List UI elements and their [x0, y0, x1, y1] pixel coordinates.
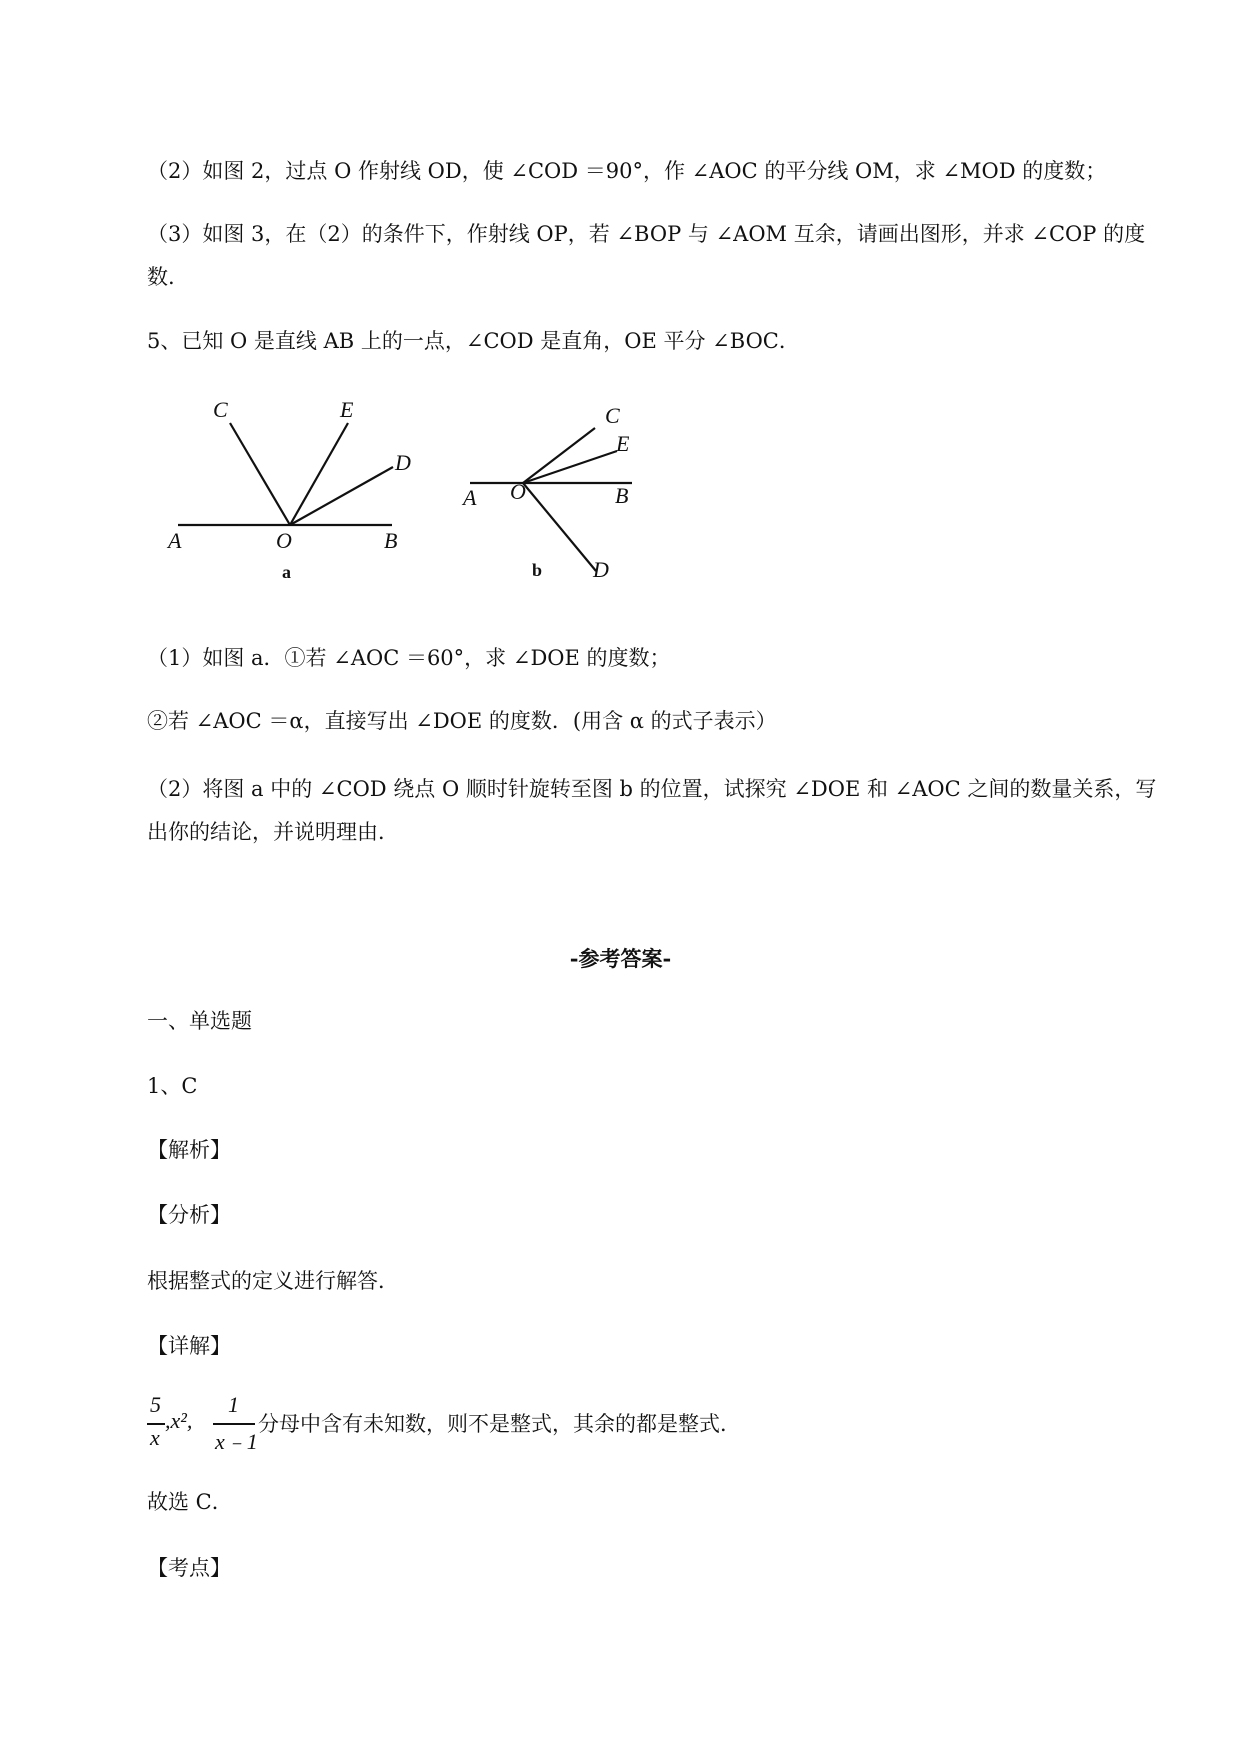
answer-item-1: 1、C	[147, 1074, 198, 1098]
q5-figures	[150, 393, 850, 603]
frac2-denominator: x﹣1	[215, 1429, 258, 1454]
label-c-b: C	[605, 403, 620, 428]
label-a-a: A	[168, 528, 182, 553]
figure-a	[166, 397, 411, 582]
label-o-b: O	[510, 479, 526, 504]
label-e-a: E	[340, 397, 354, 422]
ray-oc-a	[230, 423, 290, 525]
q5-stem: 5、已知 O 是直线 AB 上的一点，∠COD 是直角，OE 平分 ∠BOC．	[147, 329, 800, 353]
xiangjie-text: 分母中含有未知数，则不是整式，其余的都是整式．	[258, 1412, 741, 1436]
ray-oe-b	[523, 451, 617, 483]
q5-part1: （1）如图 a．①若 ∠AOC ＝60°，求 ∠DOE 的度数；	[147, 646, 671, 670]
label-o-a: O	[276, 528, 292, 553]
q5-part2-line1: （2）将图 a 中的 ∠COD 绕点 O 顺时针旋转至图 b 的位置，试探究 ∠DOE 和 ∠AOC 之间的数量关系，写	[147, 777, 1157, 801]
q4-part3-line1: （3）如图 3，在（2）的条件下，作射线 OP，若 ∠BOP 与 ∠AOM 互余，请画出图形，并求 ∠COP 的度	[147, 222, 1146, 246]
q5-part1-sub2: ②若 ∠AOC ＝α，直接写出 ∠DOE 的度数．(用含 α 的式子表示）	[147, 709, 777, 733]
figure-b-caption: b	[532, 560, 543, 580]
label-kaodian: 【考点】	[147, 1556, 231, 1580]
q4-part3-line2: 数.	[147, 265, 175, 289]
label-c-a: C	[213, 397, 228, 422]
expr-middle: ,x²,	[165, 1408, 193, 1433]
figure-a-caption: a	[282, 562, 291, 582]
expression	[147, 1392, 267, 1462]
label-a-b: A	[463, 485, 477, 510]
label-d-a: D	[395, 450, 411, 475]
label-xiangjie: 【详解】	[147, 1334, 231, 1358]
frac1-numerator: 5	[150, 1392, 161, 1417]
q5-part2-line2: 出你的结论，并说明理由．	[147, 820, 399, 844]
ray-oc-b	[523, 428, 595, 483]
frac1-denominator: x	[150, 1425, 160, 1450]
q4-part2: （2）如图 2，过点 O 作射线 OD，使 ∠COD ＝90°，作 ∠AOC 的平分线 OM，求 ∠MOD 的度数；	[147, 159, 1107, 183]
label-b-a: B	[384, 528, 398, 553]
ray-od-b	[523, 483, 596, 571]
fenxi-text: 根据整式的定义进行解答．	[147, 1269, 399, 1293]
label-b-b: B	[615, 483, 629, 508]
label-e-b: E	[616, 431, 630, 456]
label-jiexi: 【解析】	[147, 1138, 231, 1162]
frac2-numerator: 1	[228, 1392, 239, 1417]
figure-b	[461, 403, 632, 582]
label-fenxi: 【分析】	[147, 1203, 231, 1227]
answers-heading: -参考答案-	[569, 946, 672, 971]
section-single-choice: 一、单选题	[147, 1009, 252, 1033]
label-d-b: D	[593, 557, 609, 582]
conclusion: 故选 C．	[147, 1490, 233, 1514]
